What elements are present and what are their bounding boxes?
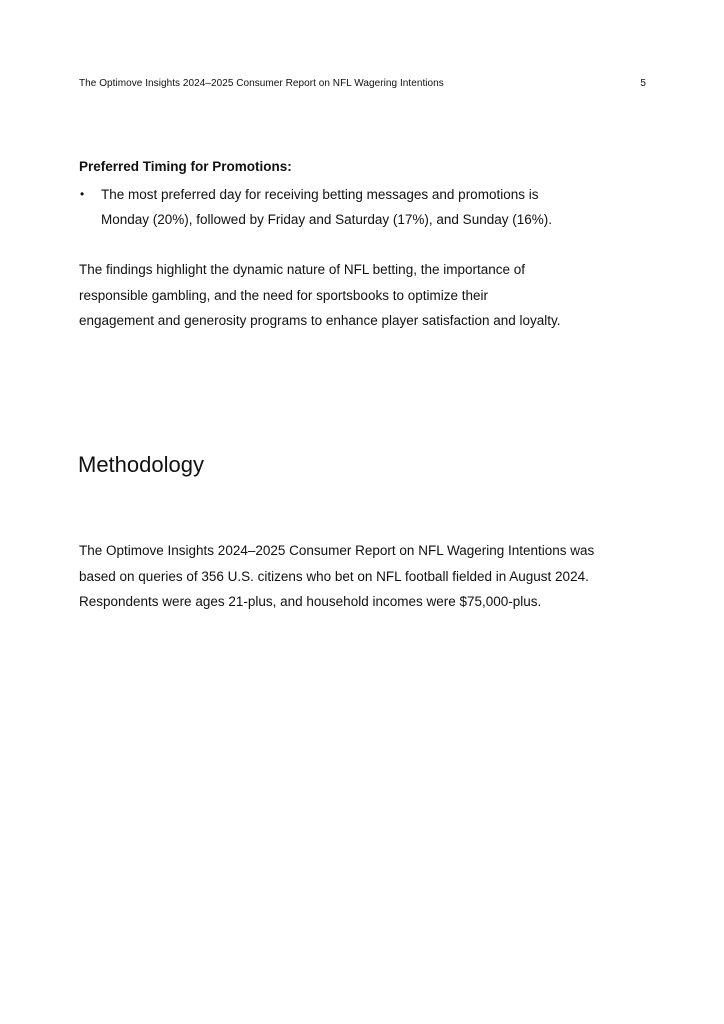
paragraph-line: The Optimove Insights 2024–2025 Consumer Report on NFL Wagering Intentions was [79,543,595,558]
bullet-text-line: The most preferred day for receiving betting messages and promotions is [101,187,539,202]
promotions-label: Preferred Timing for Promotions: [79,159,292,174]
page-number: 5 [640,78,646,89]
methodology-heading: Methodology [78,452,204,477]
promotions-bullet-list [79,182,659,232]
list-item [79,182,659,232]
bullet-text-line: Monday (20%), followed by Friday and Saturday (17%), and Sunday (16%). [101,212,552,227]
page-header [79,77,646,91]
paragraph-line: Respondents were ages 21-plus, and household incomes were $75,000-plus. [79,594,542,609]
findings-paragraph [79,257,561,334]
paragraph-line: The findings highlight the dynamic nature of NFL betting, the importance of [79,262,526,277]
paragraph-line: based on queries of 356 U.S. citizens who bet on NFL football fielded in August 2024. [79,568,589,584]
methodology-paragraph [79,538,594,615]
report-title: The Optimove Insights 2024–2025 Consumer Report on NFL Wagering Intentions [79,78,444,89]
paragraph-line: responsible gambling, and the need for sportsbooks to optimize their [79,287,488,303]
bullet-icon: • [80,187,85,201]
paragraph-line: engagement and generosity programs to enhance player satisfaction and loyalty. [79,313,561,328]
